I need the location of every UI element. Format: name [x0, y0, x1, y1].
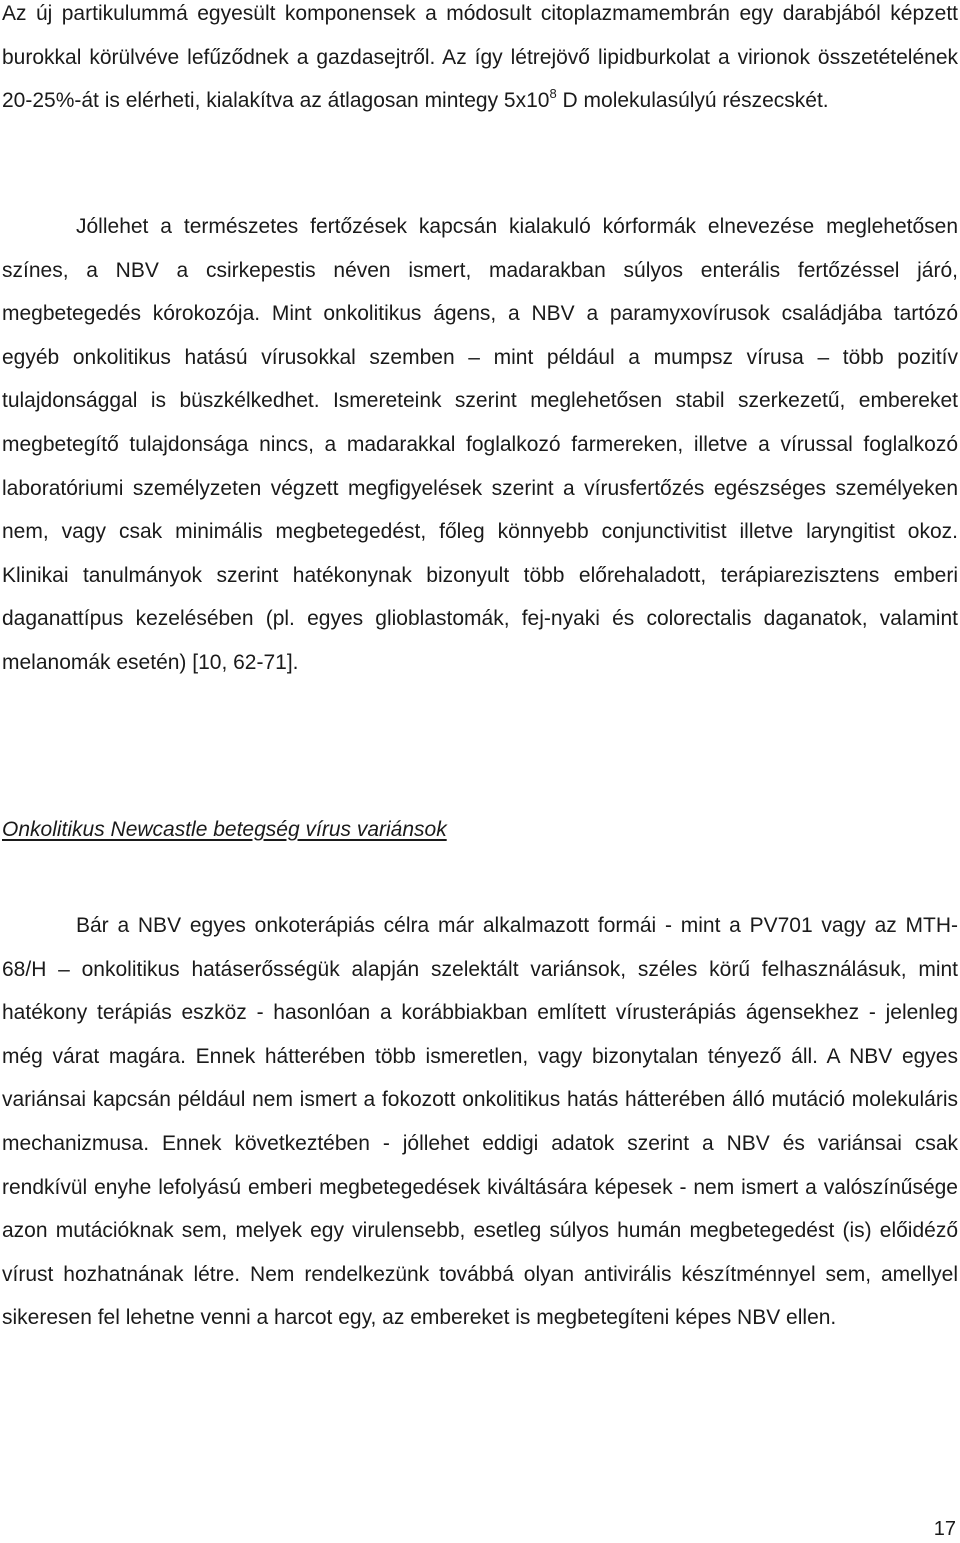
paragraph-text: Az új partikulummá egyesült komponensek a módosult citoplazmamembrán egy darabjából képzett burokkal körülvéve lefűződnek a gazdasejtről. Az így létrejövő lipidburkolat a virionok összetételének 20-25%-át is elérheti, kialakítva az átlagosan mintegy 5x10 [2, 2, 958, 113]
paragraph-oncolytic-variants [2, 904, 958, 1340]
paragraph-text-end: D molekulasúlyú részecskét. [556, 89, 829, 113]
exponent: 8 [549, 86, 557, 102]
section-heading: Onkolitikus Newcastle betegség vírus variánsok [2, 818, 447, 841]
page-number: 17 [933, 1518, 956, 1540]
paragraph-virion-envelope [2, 0, 958, 123]
paragraph-text: Jóllehet a természetes fertőzések kapcsán kialakuló kórformák elnevezése meglehetősen színes, a NBV a csirkepestis néven ismert, madarakban súlyos enterális fertőzéssel járó, megbetegedés kórokozója. Mint onkolitikus ágens, a NBV a paramyxovírusok családjába tartózó egyéb onkolitikus hatású vírusokkal szemben – mint például a mumpsz vírusa – több pozitív tulajdonsággal is büszkélkedhet. Ismereteink szerint meglehetősen stabil szerkezetű, embereket megbetegítő tulajdonsága nincs, a madarakkal foglalkozó farmereken, illetve a vírussal foglalkozó laboratóriumi személyzeten végzett megfigyelések szerint a vírusfertőzés egészséges személyeken nem, vagy csak minimális megbetegedést, főleg könnyebb conjunctivitist illetve laryngitist okoz. Klinikai tanulmányok szerint hatékonynak bizonyult több előrehaladott, terápiarezisztens emberi daganattípus kezelésében (pl. egyes glioblastomák, fej-nyaki és colorectalis daganatok, valamint melanomák esetén) [10, 62-71]. [2, 215, 958, 674]
paragraph-nbv-description [2, 205, 958, 685]
paragraph-text: Bár a NBV egyes onkoterápiás célra már alkalmazott formái - mint a PV701 vagy az MTH-68/H – onkolitikus hatáserősségük alapján szelektált variánsok, széles körű felhasználásuk, mint hatékony terápiás eszköz - hasonlóan a korábbiakban említett vírusterápiás ágensekhez - jelenleg még várat magára. Ennek hátterében több ismeretlen, vagy bizonytalan tényező áll. A NBV egyes variánsai kapcsán például nem ismert a fokozott onkolitikus hatás hátterében álló mutáció molekuláris mechanizmusa. Ennek következtében - jóllehet eddigi adatok szerint a NBV és variánsai csak rendkívül enyhe lefolyású emberi megbetegedések kiváltására képesek - nem ismert a valószínűsége azon mutációknak sem, melyek egy virulensebb, esetleg súlyos humán megbetegedést (is) előidéző vírust hozhatnának létre. Nem rendelkezünk továbbá olyan antivirális készítménnyel sem, amellyel sikeresen fel lehetne venni a harcot egy, az embereket is megbetegíteni képes NBV ellen. [2, 914, 958, 1330]
